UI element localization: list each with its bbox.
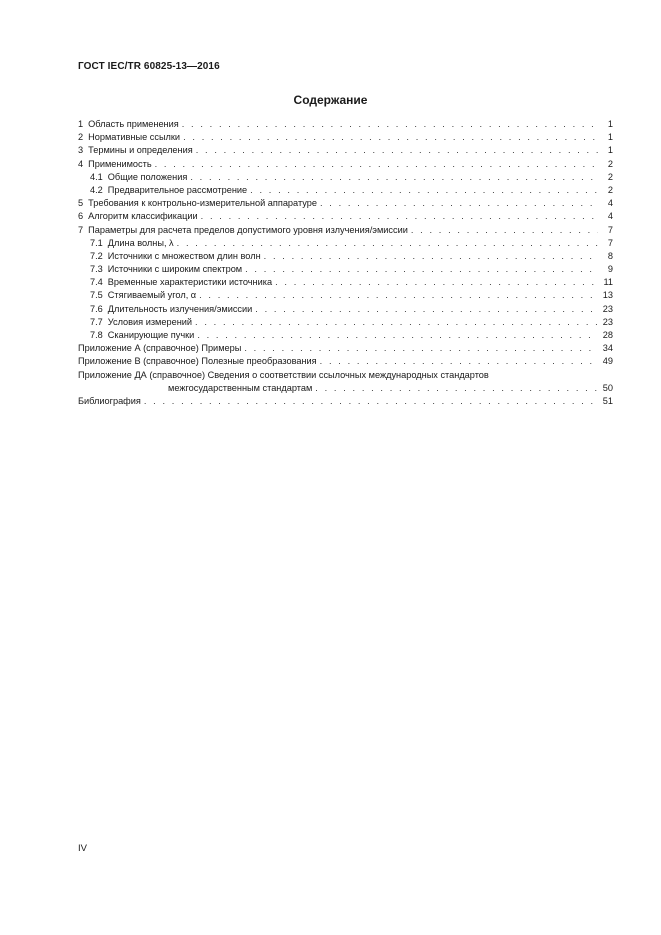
toc-leader-dots bbox=[190, 171, 598, 184]
toc-entry-label bbox=[78, 224, 408, 237]
toc-entry-page: 23 bbox=[602, 303, 613, 314]
toc-entry-number: 2 bbox=[78, 132, 84, 143]
toc-entry-label: межгосударственным стандартам bbox=[168, 382, 313, 393]
toc-leader-dots bbox=[320, 197, 598, 210]
toc-entry[interactable] bbox=[78, 184, 613, 197]
toc-leader-dots bbox=[255, 303, 598, 316]
toc-entry[interactable] bbox=[78, 276, 613, 289]
toc-leader-dots bbox=[182, 118, 598, 131]
toc-entry-page: 50 bbox=[602, 382, 613, 393]
toc-entry[interactable] bbox=[78, 250, 613, 263]
toc-entry[interactable] bbox=[78, 171, 613, 184]
page-number: IV bbox=[78, 843, 87, 854]
toc-entry-text: Временные характеристики источника bbox=[107, 277, 273, 288]
toc-entry-text: Длительность излучения/эмиссии bbox=[107, 303, 253, 314]
toc-entry-number: 7 bbox=[78, 224, 84, 235]
toc-entry-page: 4 bbox=[607, 198, 613, 209]
toc-entry-page: 2 bbox=[607, 158, 613, 169]
toc-entry[interactable] bbox=[78, 131, 613, 144]
toc-entry-text: Предварительное рассмотрение bbox=[107, 184, 248, 195]
toc-leader-dots bbox=[264, 250, 598, 263]
toc-entry-label bbox=[90, 276, 272, 289]
toc-entry-label bbox=[78, 342, 241, 355]
toc-entry[interactable] bbox=[78, 210, 613, 223]
toc-entry-page: 51 bbox=[602, 395, 613, 406]
toc-entry-label bbox=[78, 210, 198, 223]
toc-entry-number: 3 bbox=[78, 145, 84, 156]
toc-leader-dots bbox=[183, 131, 598, 144]
toc-entry-number: 7.2 bbox=[90, 250, 103, 261]
toc-title: Содержание bbox=[293, 93, 368, 107]
toc-leader-dots bbox=[144, 395, 598, 408]
toc-entry-text: Алгоритм классификации bbox=[88, 211, 198, 222]
toc-entry-label bbox=[78, 144, 193, 157]
toc-entry-number: 4.2 bbox=[90, 184, 103, 195]
toc-entry-label bbox=[90, 316, 192, 329]
toc-entry[interactable] bbox=[78, 263, 613, 276]
toc-entry[interactable] bbox=[78, 144, 613, 157]
toc-entry-text: Термины и определения bbox=[88, 145, 193, 156]
toc-entry-number: 7.3 bbox=[90, 264, 103, 275]
toc-entry-page: 2 bbox=[607, 184, 613, 195]
toc-entry-number: 7.5 bbox=[90, 290, 103, 301]
toc-leader-dots bbox=[177, 237, 598, 250]
toc-entry-label bbox=[78, 355, 317, 368]
toc-entry-number: 7.8 bbox=[90, 330, 103, 340]
toc-leader-dots bbox=[197, 329, 598, 342]
toc-entry-text: Приложение А (справочное) Примеры bbox=[78, 343, 242, 354]
toc-entry[interactable] bbox=[78, 316, 613, 329]
toc-entry[interactable] bbox=[78, 289, 613, 302]
toc-entry-text: Требования к контрольно-измерительной аппаратуре bbox=[88, 198, 317, 209]
toc-entry-number: 4 bbox=[78, 158, 84, 169]
toc-entry-page: 1 bbox=[607, 145, 613, 156]
toc-entry-page: 49 bbox=[602, 356, 613, 367]
toc-entry-label bbox=[90, 237, 174, 250]
toc-entry-text: Источники с множеством длин волн bbox=[107, 250, 261, 261]
toc-entry-number: 5 bbox=[78, 198, 84, 209]
toc-entry-number: 7.6 bbox=[90, 303, 103, 314]
toc-entry-appendix-da-line2[interactable] bbox=[78, 382, 613, 395]
toc-entry-label: Приложение ДА (справочное) Сведения о соответствии ссылочных международных стандартов bbox=[78, 369, 489, 380]
toc-entry[interactable] bbox=[78, 342, 613, 355]
toc-entry-text: Условия измерений bbox=[107, 316, 193, 327]
toc-entry-label: Библиография bbox=[78, 395, 141, 406]
toc-entry-bibliography[interactable] bbox=[78, 395, 613, 408]
toc-entry-text: Область применения bbox=[88, 119, 179, 129]
toc-entry-number: 7.1 bbox=[90, 237, 103, 248]
toc-entry-page: 2 bbox=[607, 171, 613, 182]
toc-entry-number: 7.7 bbox=[90, 316, 103, 327]
toc-entry-number: 1 bbox=[78, 119, 84, 129]
toc-leader-dots bbox=[245, 263, 598, 276]
toc-entry[interactable] bbox=[78, 355, 613, 368]
toc-entry[interactable] bbox=[78, 237, 613, 250]
toc-entry-page: 28 bbox=[602, 330, 613, 340]
toc-entry-text: Длина волны, λ bbox=[107, 237, 174, 248]
toc-entry-label bbox=[78, 118, 179, 131]
toc-entry-label bbox=[90, 329, 194, 342]
toc-entry-page: 7 bbox=[607, 224, 613, 235]
toc-entry-text: Стягиваемый угол, α bbox=[107, 290, 197, 301]
toc-leader-dots bbox=[275, 276, 598, 289]
toc-entry-page: 34 bbox=[602, 343, 613, 354]
toc-entry[interactable] bbox=[78, 118, 613, 131]
toc-entry-label bbox=[90, 263, 242, 276]
toc-entry[interactable] bbox=[78, 197, 613, 210]
toc-leader-dots bbox=[320, 355, 598, 368]
toc-entry-text: Общие положения bbox=[107, 171, 188, 182]
toc-entry-label bbox=[90, 171, 187, 184]
toc-entry-appendix-da-line1[interactable] bbox=[78, 369, 613, 382]
toc-entry-text: Приложение В (справочное) Полезные преобразования bbox=[78, 356, 317, 367]
toc-entry-label bbox=[78, 197, 317, 210]
toc-leader-dots bbox=[315, 382, 598, 395]
toc-entry-text: Нормативные ссылки bbox=[88, 132, 181, 143]
toc-entry-page: 11 bbox=[603, 277, 613, 288]
toc-entry-page: 9 bbox=[607, 264, 613, 275]
toc-entry[interactable] bbox=[78, 303, 613, 316]
toc-entry[interactable] bbox=[78, 224, 613, 237]
toc-entry-page: 1 bbox=[607, 132, 613, 143]
toc-entry-number: 6 bbox=[78, 211, 84, 222]
toc-entry-label bbox=[90, 289, 196, 302]
toc-entry[interactable] bbox=[78, 329, 613, 342]
toc-leader-dots bbox=[196, 144, 598, 157]
table-of-contents bbox=[78, 118, 613, 408]
toc-entry-text: Источники с широким спектром bbox=[107, 264, 243, 275]
toc-entry-label bbox=[78, 131, 180, 144]
document-header: ГОСТ IEC/TR 60825-13—2016 bbox=[78, 61, 220, 72]
toc-entry-text: Сканирующие пучки bbox=[107, 330, 195, 340]
toc-entry-label bbox=[90, 303, 252, 316]
toc-entry-text: Применимость bbox=[88, 158, 152, 169]
toc-entry-page: 8 bbox=[607, 250, 613, 261]
toc-entry-label bbox=[78, 158, 152, 171]
toc-leader-dots bbox=[244, 342, 598, 355]
toc-entry-page: 7 bbox=[607, 237, 613, 248]
toc-entry-page: 23 bbox=[602, 316, 613, 327]
toc-entry-number: 7.4 bbox=[90, 277, 103, 288]
toc-entry-page: 1 bbox=[607, 119, 613, 129]
toc-leader-dots bbox=[199, 289, 598, 302]
toc-entry-number: 4.1 bbox=[90, 171, 103, 182]
toc-leader-dots bbox=[201, 210, 598, 223]
toc-entry-page: 13 bbox=[602, 290, 613, 301]
toc-leader-dots bbox=[195, 316, 598, 329]
toc-entry-label bbox=[90, 250, 261, 263]
toc-leader-dots bbox=[411, 224, 598, 237]
toc-leader-dots bbox=[250, 184, 598, 197]
toc-leader-dots bbox=[155, 158, 598, 171]
toc-entry[interactable] bbox=[78, 158, 613, 171]
toc-entry-text: Параметры для расчета пределов допустимого уровня излучения/эмиссии bbox=[88, 224, 408, 235]
toc-entry-label bbox=[90, 184, 247, 197]
toc-entry-page: 4 bbox=[607, 211, 613, 222]
